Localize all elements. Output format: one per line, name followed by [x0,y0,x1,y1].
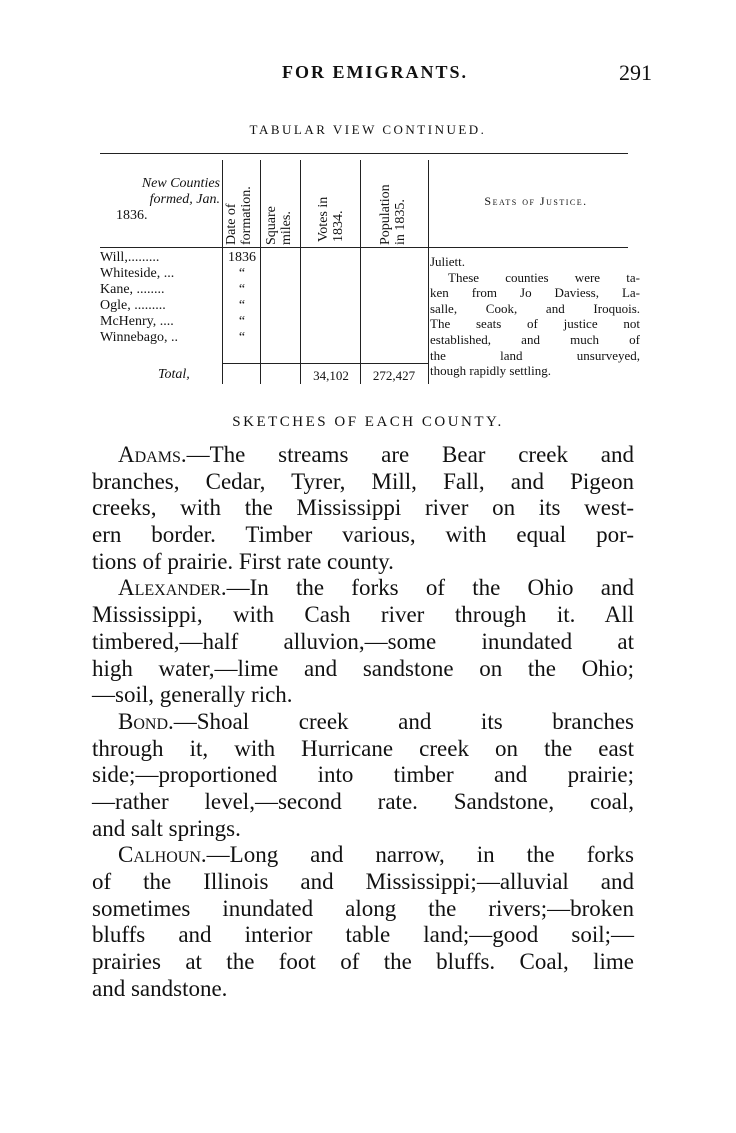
col-divider [428,160,429,384]
running-title: FOR EMIGRANTS. [282,62,469,82]
formation-date: “ [238,282,246,297]
col-divider [300,160,301,384]
county-name: Will,......... [100,250,160,265]
county-heading: Bond. [118,708,174,734]
col-divider [360,160,361,384]
paragraph-adams: Adams.—The streams are Bear creek and [118,442,634,467]
col-head-population: Population in 1835. [378,184,408,245]
tabular-view [96,150,638,388]
formation-date: “ [238,314,246,329]
county-name: McHenry, .... [100,314,174,329]
formation-date: “ [238,266,246,281]
county-heading: Adams. [118,442,187,467]
col-head-square-miles: Square miles. [264,206,294,245]
running-head [92,60,652,90]
county-name: Winnebago, .. [100,330,178,345]
table-title: TABULAR VIEW CONTINUED. [249,122,487,137]
formation-date: “ [238,298,246,313]
paragraph-calhoun: Calhoun.—Long and narrow, in the forks [118,842,634,868]
page-number: 291 [619,60,652,85]
total-votes: 34,102 [313,368,349,383]
paragraph-bond: Bond.—Shoal creek and its branches [118,708,634,734]
col-head-seats: Seats of Justice. [484,194,588,208]
county-name: Whiteside, ... [100,266,175,281]
county-name: Kane, ........ [100,282,165,297]
county-heading: Calhoun. [118,842,207,868]
sketches-title: SKETCHES OF EACH COUNTY. [232,414,504,430]
paragraph-alexander: Alexander.—In the forks of the Ohio and [118,575,634,601]
col-head-date: Date of formation. [224,186,254,245]
table-top-rule [100,153,628,154]
formation-date: “ [238,330,246,345]
county-sketches: Adams.—The streams are Bear creek and branches, Cedar, Tyrer, Mill, Fall, and Pigeon creeks, with the Mississippi river on its west- ern border. Timber various, with equal por- tions of prairie. First rate county. Alexander.—In the forks of the Ohio and Mississippi, with Cash river through it. All timbered,—half alluvion,—some inundated at high water,—lime and sandstone on the Ohio; —soil, generally rich. Bond.—Shoal creek and its branches through it, with Hurricane creek on the east side;—proportioned into timber and prairie; —rather level,—second rate. Sandstone, coal, and salt springs. Calhoun.—Long and narrow, in the forks of the Illinois and Mississippi;—alluvial and sometimes inundated along the rivers;—broken bluffs and interior table land;—good soil;— prairies at the foot of the bluffs. Coal, lime and sandstone. [92,442,634,1001]
county-heading: Alexander. [118,575,227,601]
county-name: Ogle, ......... [100,298,166,313]
seats-of-justice-text: Juliett. These counties were ta- ken from Jo Daviess, La- salle, Cook, and Iroquois. The seats of justice not established, and much of the land unsurveyed, though rapidly settling. [430,254,640,379]
total-rule [222,363,428,364]
col-divider [260,160,261,384]
formation-date: 1836 [228,250,256,265]
total-label: Total, [158,367,190,382]
header-rule [100,247,628,248]
col-divider [222,160,223,384]
col-head-counties: New Counties formed, Jan. 1836. [116,176,220,223]
col-head-votes: Votes in 1834. [316,196,346,242]
total-population: 272,427 [372,368,416,383]
